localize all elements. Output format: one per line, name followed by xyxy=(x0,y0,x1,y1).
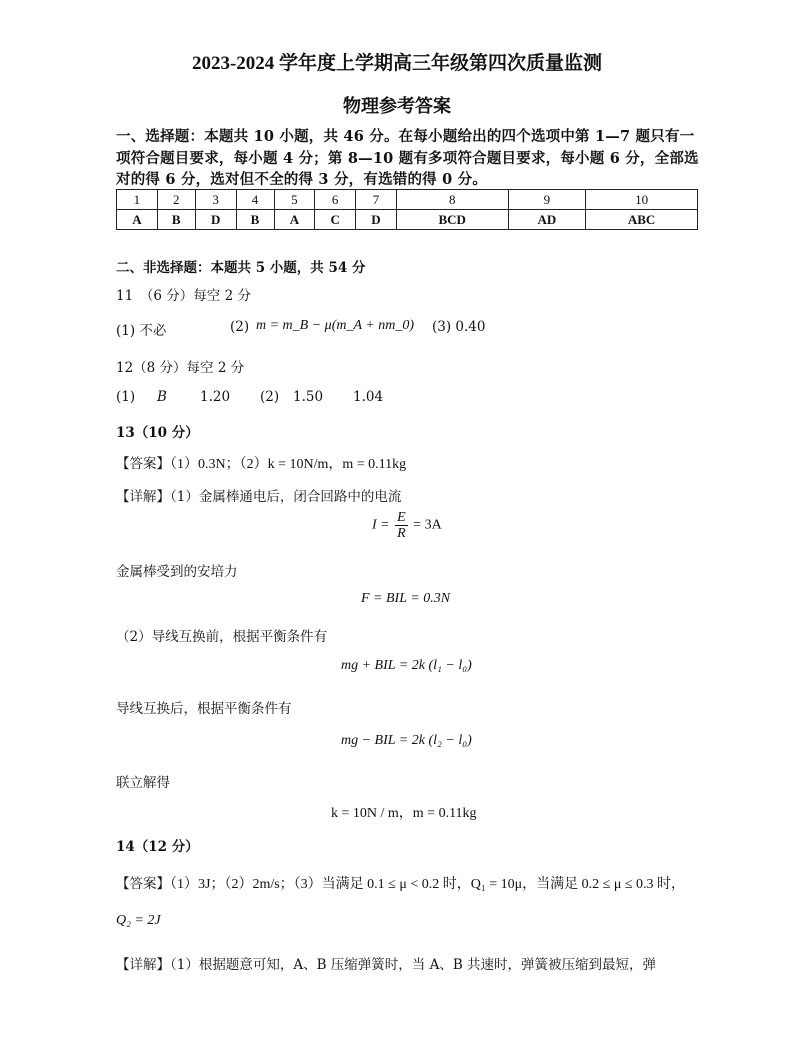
answer-cell: C xyxy=(315,210,356,230)
q11-answer-2-formula: m = m_B − μ(m_A + nm_0) xyxy=(256,318,414,333)
detail-label: 【详解】 xyxy=(116,957,170,973)
answer-label: 【答案】 xyxy=(116,456,170,472)
q13-text-after-swap: 导线互换后，根据平衡条件有 xyxy=(116,701,292,717)
q12-answer-2-value-1: 1.50 xyxy=(293,389,324,405)
q14-answer-continued: Q₂ = 2J xyxy=(116,913,161,928)
question-number: 5 xyxy=(274,190,315,210)
question-number: 2 xyxy=(157,190,195,210)
question-number: 1 xyxy=(117,190,158,210)
answer-cell: A xyxy=(117,210,158,230)
answer-label: 【答案】 xyxy=(116,876,170,892)
q12-answer-1-label: (1) xyxy=(116,389,136,405)
q14-answer xyxy=(116,872,685,893)
q11-heading: 11 （6 分）每空 2 分 xyxy=(116,288,251,304)
q12-answer-2-label: (2) xyxy=(260,389,280,405)
question-number: 9 xyxy=(508,190,586,210)
q11-answer-3: (3) 0.40 xyxy=(432,319,486,335)
q14-detail xyxy=(116,953,656,973)
question-number: 7 xyxy=(356,190,397,210)
q12-answer-1-value: B xyxy=(157,389,167,405)
answer-table-number-row xyxy=(117,190,698,210)
q13-text-ampere-force: 金属棒受到的安培力 xyxy=(116,564,238,580)
q11-answer-1: (1) 不必 xyxy=(116,323,167,339)
q14-answer-text: （1）3J；（2）2m/s；（3）当满足 0.1 ≤ μ < 0.2 时，Q₁ = 10μ，当满足 0.2 ≤ μ ≤ 0.3 时， xyxy=(170,877,686,892)
question-number: 6 xyxy=(315,190,356,210)
eq-rhs: = 3A xyxy=(413,517,442,533)
q13-text-before-swap: （2）导线互换前，根据平衡条件有 xyxy=(116,629,328,645)
q13-answer xyxy=(116,452,406,473)
q13-equation-current xyxy=(372,510,442,541)
q12-answer-1-number: 1.20 xyxy=(200,389,231,405)
answer-cell: B xyxy=(157,210,195,230)
question-number: 10 xyxy=(586,190,698,210)
q13-equation-before-swap: mg + BIL = 2k (l₁ − l₀) xyxy=(341,658,472,673)
q13-detail-text: （1）金属棒通电后，闭合回路中的电流 xyxy=(170,489,402,505)
answer-table-answer-row xyxy=(117,210,698,230)
q13-equation-after-swap: mg − BIL = 2k (l₂ − l₀) xyxy=(341,733,472,748)
q12-heading: 12（8 分）每空 2 分 xyxy=(116,360,245,376)
q13-equation-force: F = BIL = 0.3N xyxy=(361,591,451,606)
q13-text-solve: 联立解得 xyxy=(116,775,170,791)
question-number: 3 xyxy=(195,190,236,210)
page-subtitle: 物理参考答案 xyxy=(343,96,451,117)
section2-heading: 二、非选择题：本题共 5 小题，共 54 分 xyxy=(116,260,366,276)
answer-cell: ABC xyxy=(586,210,698,230)
eq-fraction xyxy=(395,510,408,541)
detail-label: 【详解】 xyxy=(116,489,170,505)
eq-denominator: R xyxy=(397,526,406,541)
answer-cell: BCD xyxy=(396,210,508,230)
question-number: 4 xyxy=(236,190,274,210)
section1-heading: 一、选择题：本题共 10 小题，共 46 分。在每小题给出的四个选项中第 1—7 题只有一项符合题目要求，每小题 4 分；第 8—10 题有多项符合题目要求，每小题 6 分，全部选对的得 6 分，选对但不全的得 3 分，有选错的得 0 分。 xyxy=(116,128,699,188)
eq-lhs: I = xyxy=(372,517,390,533)
q13-answer-text: （1）0.3N；（2）k = 10N/m，m = 0.11kg xyxy=(170,457,407,472)
q14-heading: 14（12 分） xyxy=(116,839,199,855)
question-number: 8 xyxy=(396,190,508,210)
answer-cell: D xyxy=(195,210,236,230)
answer-cell: A xyxy=(274,210,315,230)
answer-table xyxy=(116,189,698,230)
answer-cell: D xyxy=(356,210,397,230)
q12-answer-2-value-2: 1.04 xyxy=(353,389,384,405)
q13-equation-result: k = 10N / m，m = 0.11kg xyxy=(331,806,477,821)
answer-cell: AD xyxy=(508,210,586,230)
q14-detail-text: （1）根据题意可知，A、B 压缩弹簧时，当 A、B 共速时，弹簧被压缩到最短，弹 xyxy=(170,957,657,973)
page-title: 2023-2024 学年度上学期高三年级第四次质量监测 xyxy=(191,53,603,74)
answer-cell: B xyxy=(236,210,274,230)
q13-heading: 13（10 分） xyxy=(116,425,199,441)
eq-numerator: E xyxy=(397,510,406,525)
q11-answer-2-label: (2) xyxy=(230,319,250,335)
q13-detail xyxy=(116,485,401,505)
